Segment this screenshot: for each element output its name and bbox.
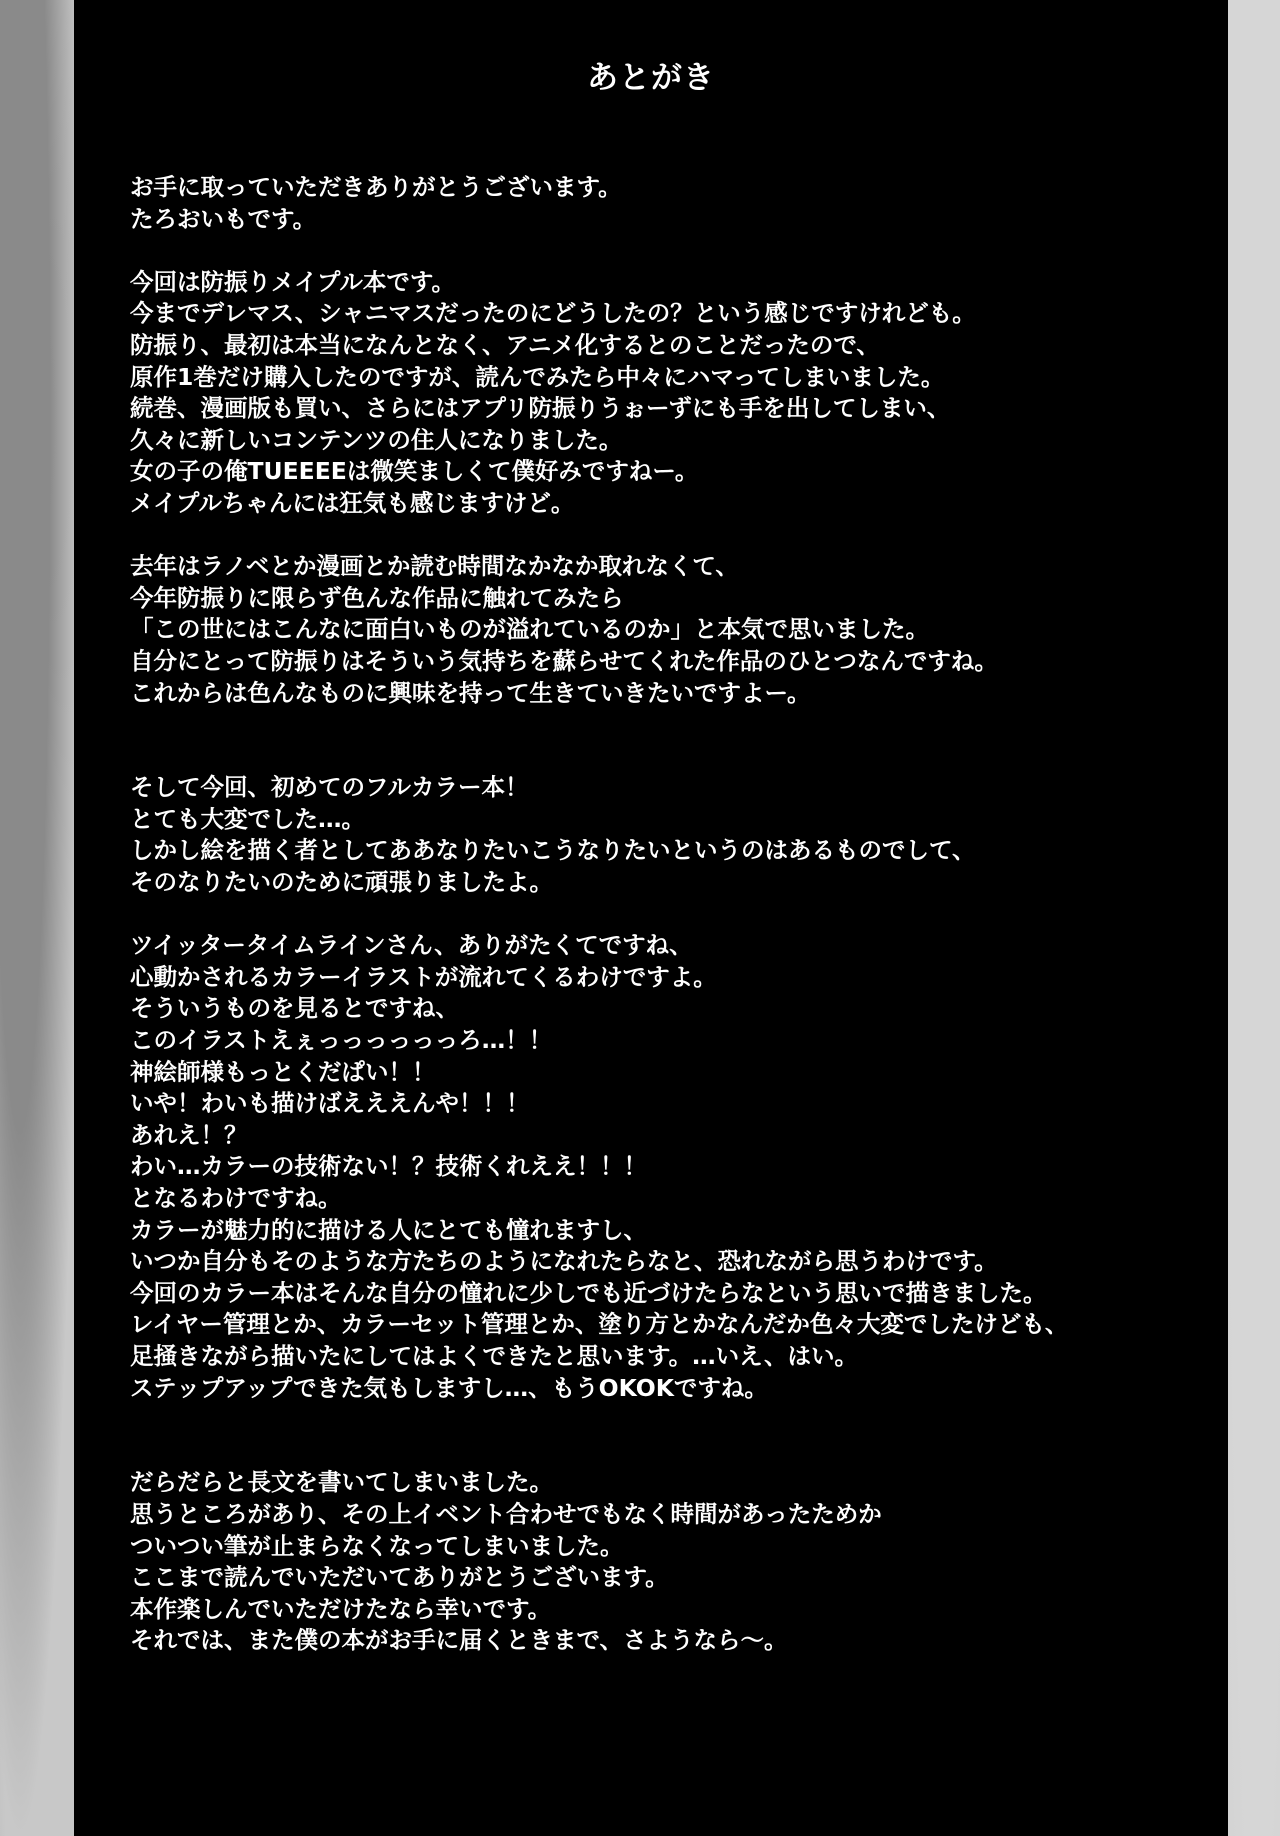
text-line: 女の子の俺TUEEEEは微笑ましくて僕好みですねー。	[130, 457, 699, 486]
text-line: レイヤー管理とか、カラーセット管理とか、塗り方とかなんだか色々大変でしたけども、	[130, 1310, 1069, 1339]
text-line: 続巻、漫画版も買い、さらにはアプリ防振りうぉーずにも手を出してしまい、	[130, 394, 951, 423]
text-line: いや！わいも描けばえええんや！！！	[130, 1089, 530, 1118]
text-line: ツイッタータイムラインさん、ありがたくてですね、	[130, 931, 693, 960]
text-line: 今年防振りに限らず色んな作品に触れてみたら	[130, 583, 624, 612]
text-line: お手に取っていただきありがとうございます。	[130, 173, 622, 201]
text-line: しかし絵を描く者としてああなりたいこうなりたいというのはあるものでして、	[130, 836, 976, 865]
text-line: たろおいもです。	[130, 204, 317, 233]
text-line: そういうものを見るとですね、	[130, 994, 459, 1023]
text-line: メイプルちゃんには狂気も感じますけど。	[130, 488, 575, 517]
afterword-panel	[74, 0, 1228, 1836]
paragraph-twitter	[130, 930, 1220, 1404]
text-line: 足掻きながら描いたにしてはよくできたと思います。…いえ、はい。	[130, 1341, 859, 1370]
text-line: 心動かされるカラーイラストが流れてくるわけですよ。	[130, 962, 717, 991]
text-line: それでは、また僕の本がお手に届くときまで、さようなら～。	[130, 1626, 788, 1655]
text-line: ついつい筆が止まらなくなってしまいました。	[130, 1531, 624, 1560]
text-line: 思うところがあり、その上イベント合わせでもなく時間があったためか	[130, 1499, 882, 1528]
text-line: ステップアップできた気もしますし…、もうOKOKですね。	[130, 1373, 768, 1402]
text-line: 今回は防振りメイプル本です。	[130, 267, 456, 296]
text-line: 今回のカラー本はそんな自分の憧れに少しでも近づけたらなという思いで描きました。	[130, 1278, 1047, 1307]
left-margin-illustration	[0, 0, 80, 1836]
text-line: 久々に新しいコンテンツの住人になりました。	[130, 425, 623, 454]
text-line: そのなりたいのために頑張りましたよ。	[130, 868, 553, 897]
text-line: そして今回、初めてのフルカラー本！	[130, 773, 529, 802]
page-title: あとがき	[587, 60, 715, 96]
afterword-body	[130, 172, 1220, 1657]
text-line: 今までデレマス、シャニマスだったのにどうしたの？という感じですけれども。	[130, 299, 976, 328]
text-line: 防振り、最初は本当になんとなく、アニメ化するとのことだったので、	[130, 330, 880, 359]
text-line: ここまで読んでいただいてありがとうございます。	[130, 1563, 669, 1592]
text-line: 去年はラノベとか漫画とか読む時間なかなか取れなくて、	[130, 552, 739, 581]
paragraph-full-color	[130, 772, 1220, 898]
text-line: となるわけですね。	[130, 1184, 342, 1212]
right-margin-illustration	[1228, 0, 1280, 1836]
text-line: とても大変でした…。	[130, 804, 365, 833]
paragraph-greeting	[130, 172, 1220, 235]
text-line: わい…カラーの技術ない！？技術くれええ！！！	[130, 1152, 647, 1181]
text-line: 「この世にはこんなに面白いものが溢れているのか」と本気で思いました。	[130, 615, 929, 644]
text-line: 原作1巻だけ購入したのですが、読んでみたら中々にハマってしまいました。	[130, 362, 945, 391]
text-line: 神絵師様もっとくだぱい！！	[130, 1057, 436, 1086]
paragraph-closing	[130, 1467, 1220, 1657]
paragraph-last-year	[130, 551, 1220, 709]
text-line: 本作楽しんでいただけたなら幸いです。	[130, 1594, 552, 1623]
text-line: あれえ！？	[130, 1120, 248, 1149]
text-line: これからは色んなものに興味を持って生きていきたいですよー。	[130, 678, 811, 707]
text-line: いつか自分もそのような方たちのようになれたらなと、恐れながら思うわけです。	[130, 1247, 998, 1276]
text-line: だらだらと長文を書いてしまいました。	[130, 1468, 553, 1497]
text-line: カラーが魅力的に描ける人にとても憧れますし、	[130, 1215, 647, 1244]
paragraph-about-book	[130, 267, 1220, 520]
text-line: このイラストえぇっっっっっっろ…！！	[130, 1026, 553, 1055]
text-line: 自分にとって防振りはそういう気持ちを蘇らせてくれた作品のひとつなんですね。	[130, 646, 998, 675]
